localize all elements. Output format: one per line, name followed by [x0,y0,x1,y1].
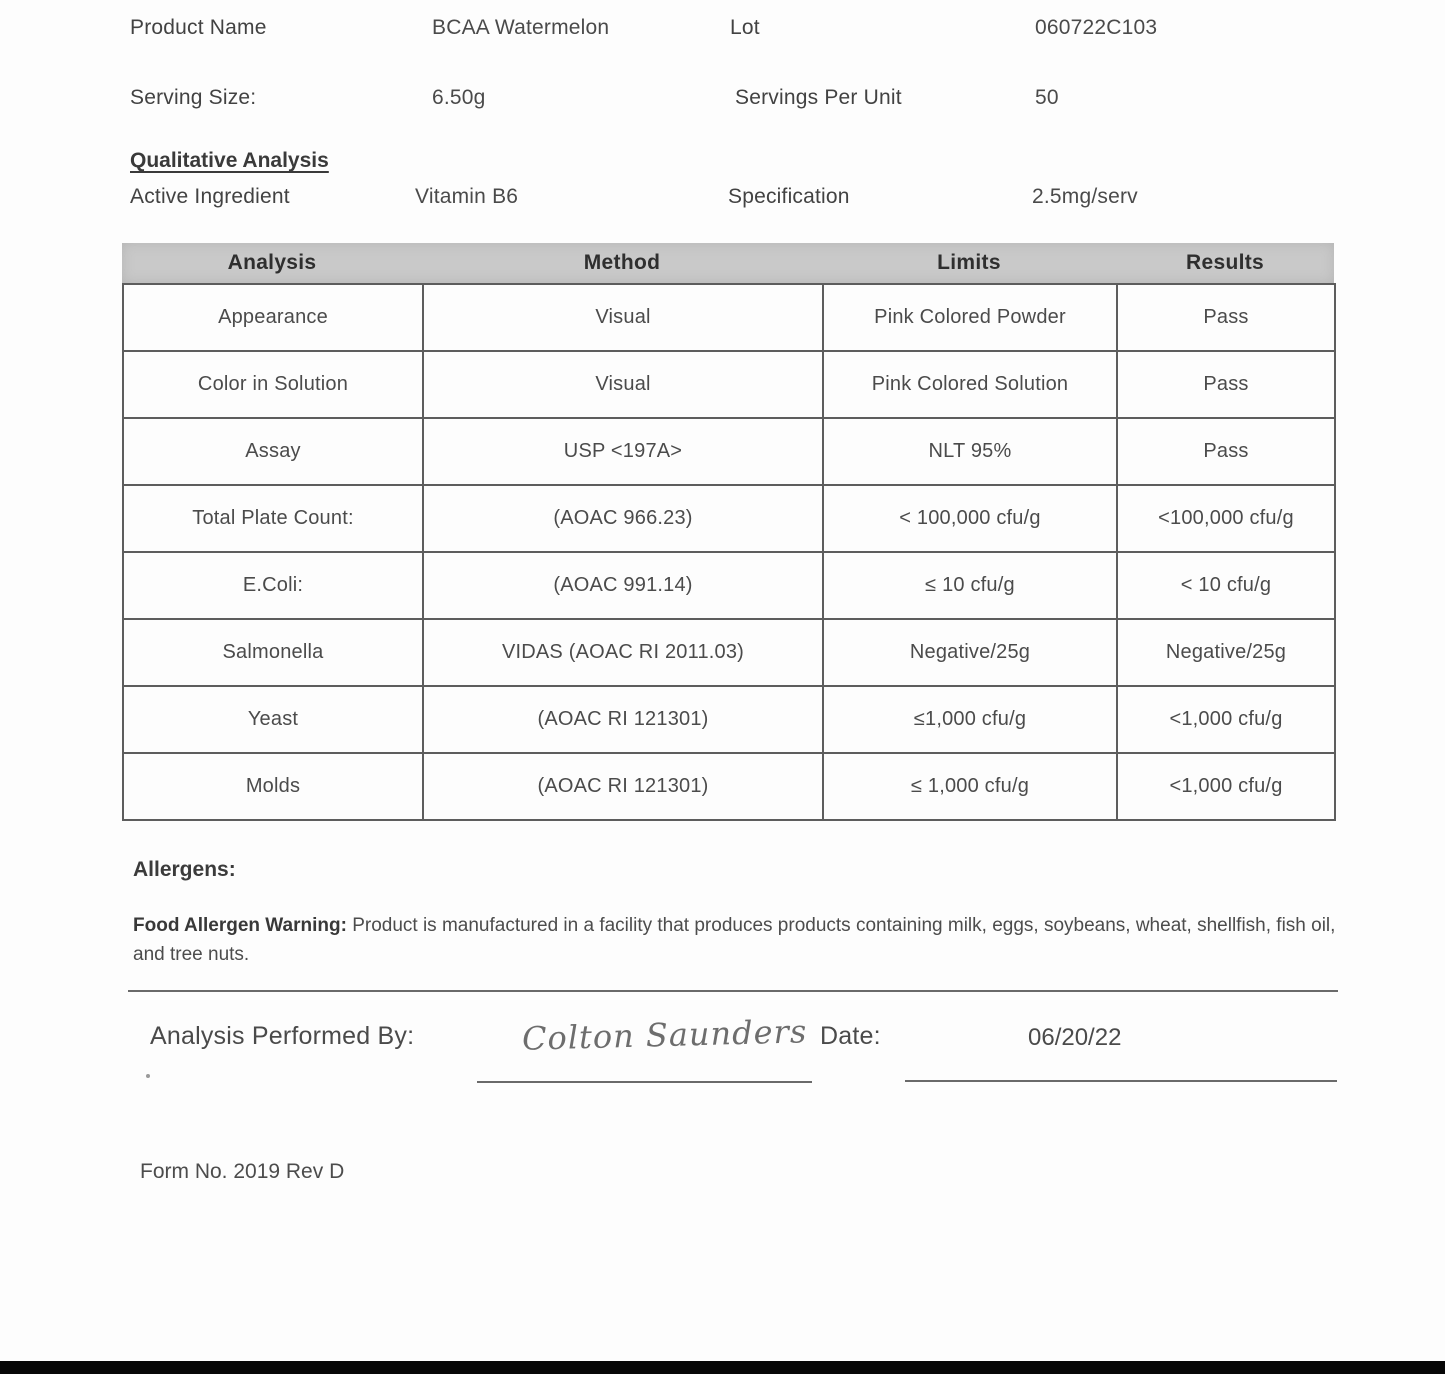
table-cell: Visual [423,351,823,418]
allergen-warning [133,911,1345,970]
table-cell: Pass [1117,418,1335,485]
table-row [123,418,1335,485]
form-number: Form No. 2019 Rev D [140,1160,345,1183]
signature-underline [477,1081,812,1083]
table-row [123,753,1335,820]
table-cell: <1,000 cfu/g [1117,686,1335,753]
divider-line [128,990,1338,992]
servings-per-unit-value: 50 [1035,86,1059,109]
qualitative-analysis-heading: Qualitative Analysis [130,149,329,172]
column-header-limits: Limits [937,251,1001,274]
product-name-label: Product Name [130,16,267,39]
table-cell: Negative/25g [1117,619,1335,686]
allergen-warning-text: Product is manufactured in a facility that produces products containing milk, eggs, soybeans, wheat, shellfish, fish oil, and tree nuts. [133,915,1336,966]
table-cell: Molds [123,753,423,820]
lot-value: 060722C103 [1035,16,1158,39]
table-row [123,619,1335,686]
column-header-method: Method [583,251,661,274]
table-cell: ≤ 10 cfu/g [823,552,1117,619]
active-ingredient-label: Active Ingredient [130,185,290,208]
scan-dot-artifact [146,1074,150,1078]
table-cell: (AOAC RI 121301) [423,753,823,820]
serving-size-value: 6.50g [432,86,486,109]
date-underline [905,1080,1337,1082]
table-cell: Pink Colored Solution [823,351,1117,418]
analysis-performed-by-label: Analysis Performed By: [150,1022,415,1050]
table-cell: Negative/25g [823,619,1117,686]
table-cell: Assay [123,418,423,485]
date-value: 06/20/22 [1028,1024,1122,1051]
product-name-value: BCAA Watermelon [432,16,610,39]
table-cell: Pass [1117,351,1335,418]
serving-size-label: Serving Size: [130,86,257,109]
table-cell: VIDAS (AOAC RI 2011.03) [423,619,823,686]
allergens-heading: Allergens: [133,858,236,881]
table-cell: Total Plate Count: [123,485,423,552]
table-cell: <100,000 cfu/g [1117,485,1335,552]
table-cell: Yeast [123,686,423,753]
table-cell: Appearance [123,284,423,351]
table-cell: Pass [1117,284,1335,351]
table-row [123,485,1335,552]
analysis-table [122,283,1336,821]
table-cell: Visual [423,284,823,351]
table-cell: E.Coli: [123,552,423,619]
table-cell: < 100,000 cfu/g [823,485,1117,552]
table-cell: Color in Solution [123,351,423,418]
table-row [123,284,1335,351]
table-header-row [122,243,1334,283]
table-row [123,351,1335,418]
table-cell: USP <197A> [423,418,823,485]
lot-label: Lot [730,16,760,39]
column-header-results: Results [1186,251,1264,274]
table-cell: <1,000 cfu/g [1117,753,1335,820]
table-cell: NLT 95% [823,418,1117,485]
column-header-analysis: Analysis [227,251,317,274]
active-ingredient-value: Vitamin B6 [415,185,519,208]
allergen-warning-label: Food Allergen Warning: [133,915,347,936]
table-cell: ≤ 1,000 cfu/g [823,753,1117,820]
table-row [123,686,1335,753]
table-cell: Salmonella [123,619,423,686]
table-cell: (AOAC 991.14) [423,552,823,619]
table-cell: ≤1,000 cfu/g [823,686,1117,753]
table-row [123,552,1335,619]
scan-bottom-bar [0,1361,1445,1374]
table-cell: Pink Colored Powder [823,284,1117,351]
servings-per-unit-label: Servings Per Unit [735,86,902,109]
date-label: Date: [820,1022,881,1050]
specification-label: Specification [728,185,850,208]
signature-name: Colton Saunders [521,1012,808,1058]
table-cell: (AOAC 966.23) [423,485,823,552]
specification-value: 2.5mg/serv [1032,185,1138,208]
table-cell: < 10 cfu/g [1117,552,1335,619]
table-cell: (AOAC RI 121301) [423,686,823,753]
